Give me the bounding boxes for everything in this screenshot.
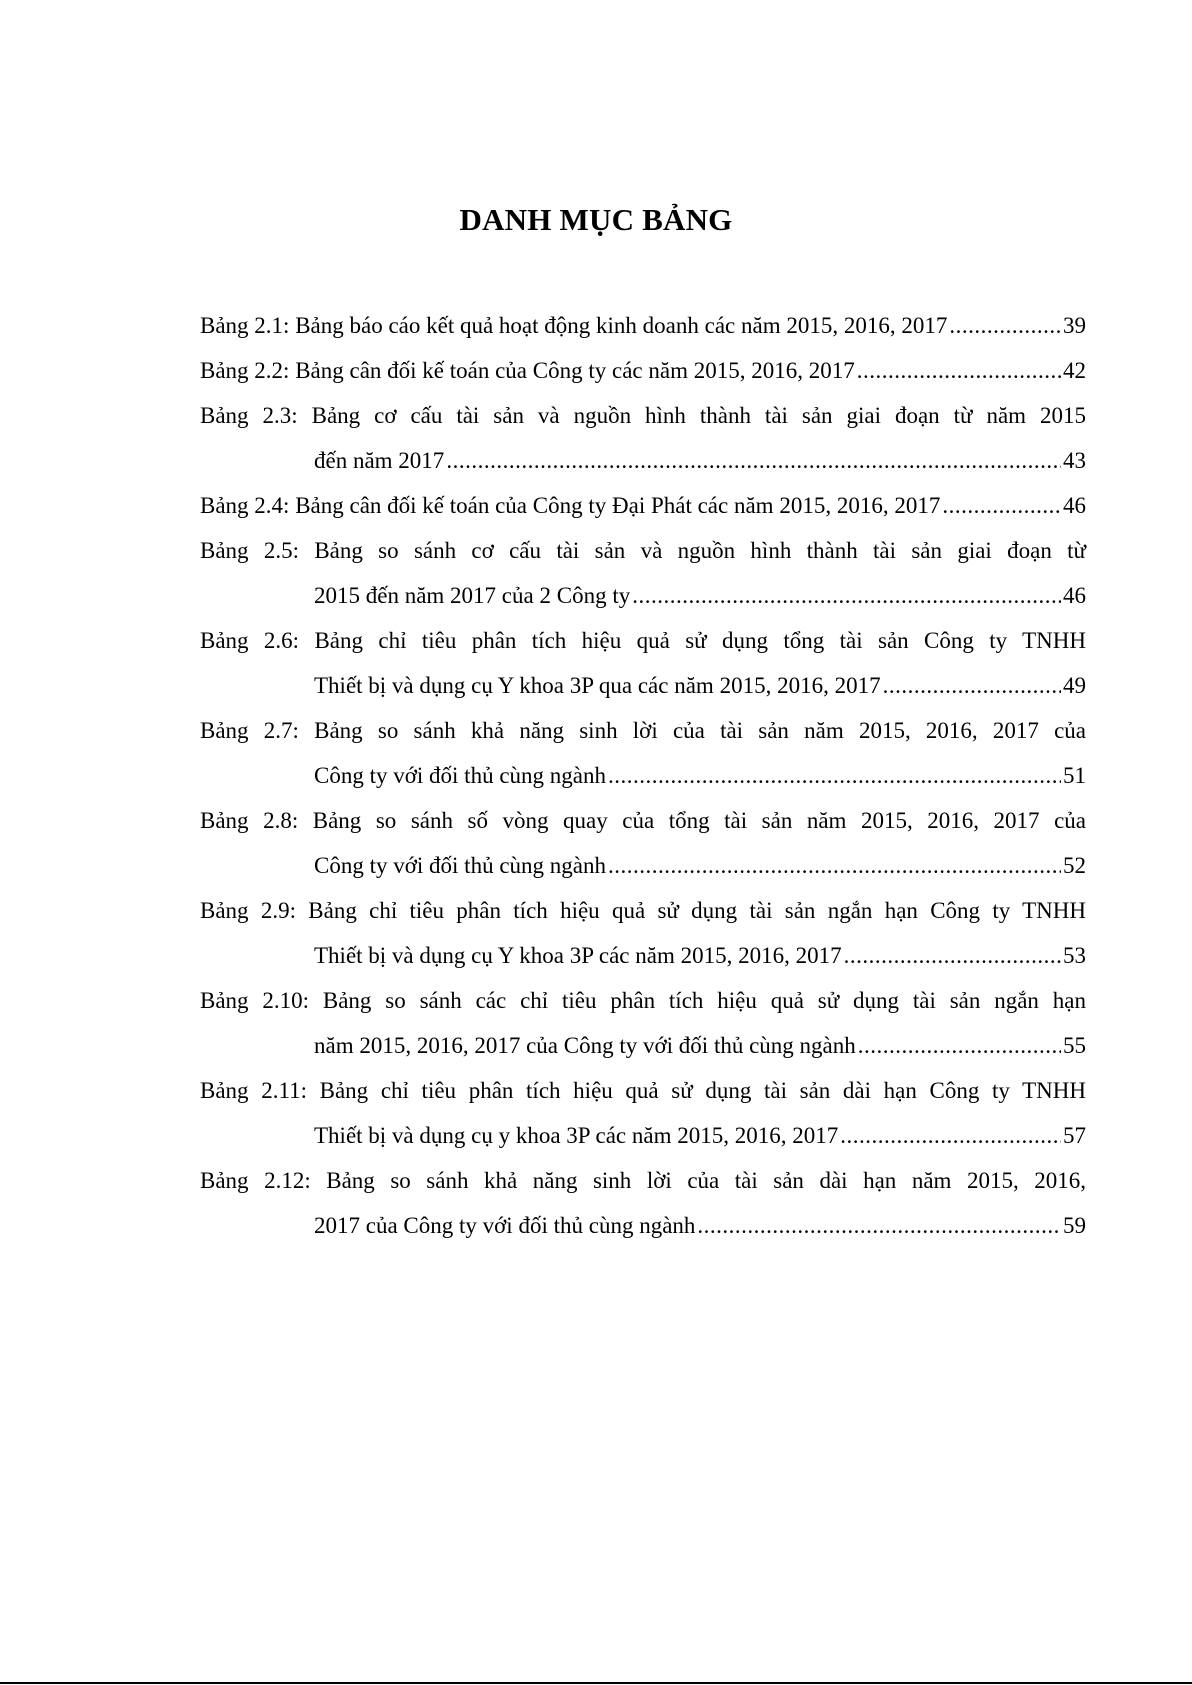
toc-entry-text: Thiết bị và dụng cụ y khoa 3P các năm 2015, 2016, 2017: [314, 1123, 839, 1148]
toc-entry-text: Công ty với đối thủ cùng ngành: [314, 763, 606, 788]
toc-entry-last-line: [200, 303, 1086, 348]
toc-entry[interactable]: [200, 798, 1086, 888]
dot-leader: [942, 483, 1061, 528]
toc-entry-last-line: [200, 573, 1086, 618]
dot-leader: [632, 573, 1061, 618]
toc-entry-text: Công ty với đối thủ cùng ngành: [314, 853, 606, 878]
toc-page-number: 46: [1063, 583, 1086, 608]
toc-entry-text: Bảng 2.2: Bảng cân đối kế toán của Công ty các năm 2015, 2016, 2017: [200, 358, 855, 383]
toc-page-number: 46: [1063, 493, 1086, 518]
toc-page-number: 42: [1063, 358, 1086, 383]
dot-leader: [857, 348, 1061, 393]
dot-leader: [608, 843, 1061, 888]
page-title: DANH MỤC BẢNG: [459, 202, 733, 237]
toc-entry-last-line: [200, 1113, 1086, 1158]
toc-page-number: 52: [1063, 853, 1086, 878]
toc-entry-text: Bảng 2.6: Bảng chỉ tiêu phân tích hiệu quả sử dụng tổng tài sản Công ty TNHH: [200, 628, 1086, 653]
dot-leader: [844, 933, 1061, 978]
toc-page-number: 43: [1063, 448, 1086, 473]
toc-entry[interactable]: [200, 483, 1086, 528]
toc-entry-text: Bảng 2.12: Bảng so sánh khả năng sinh lời của tài sản dài hạn năm 2015, 2016,: [200, 1168, 1086, 1193]
toc-entry-text: Thiết bị và dụng cụ Y khoa 3P các năm 2015, 2016, 2017: [314, 943, 842, 968]
toc-entry-last-line: [200, 438, 1086, 483]
toc-entry-text: Bảng 2.11: Bảng chỉ tiêu phân tích hiệu quả sử dụng tài sản dài hạn Công ty TNHH: [200, 1078, 1086, 1103]
toc-entry[interactable]: [200, 1068, 1086, 1158]
dot-leader: [840, 1113, 1061, 1158]
toc-entry[interactable]: [200, 303, 1086, 348]
toc-entry-text: Bảng 2.5: Bảng so sánh cơ cấu tài sản và nguồn hình thành tài sản giai đoạn từ: [200, 538, 1086, 563]
toc-entry[interactable]: [200, 708, 1086, 798]
table-list: [200, 303, 1086, 1248]
toc-entry-text: Bảng 2.3: Bảng cơ cấu tài sản và nguồn hình thành tài sản giai đoạn từ năm 2015: [200, 403, 1086, 428]
toc-entry-text: Bảng 2.7: Bảng so sánh khả năng sinh lời của tài sản năm 2015, 2016, 2017 của: [200, 718, 1086, 743]
dot-leader: [608, 753, 1061, 798]
dot-leader: [446, 438, 1061, 483]
toc-entry-text: Bảng 2.10: Bảng so sánh các chỉ tiêu phân tích hiệu quả sử dụng tài sản ngắn hạn: [200, 988, 1086, 1013]
toc-page-number: 55: [1063, 1033, 1086, 1058]
dot-leader: [949, 303, 1061, 348]
toc-entry[interactable]: [200, 1158, 1086, 1248]
toc-entry-text: năm 2015, 2016, 2017 của Công ty với đối thủ cùng ngành: [314, 1033, 856, 1058]
toc-entry-last-line: [200, 1023, 1086, 1068]
toc-entry[interactable]: [200, 348, 1086, 393]
toc-entry-last-line: [200, 483, 1086, 528]
toc-entry[interactable]: [200, 528, 1086, 618]
toc-entry-text: Bảng 2.4: Bảng cân đối kế toán của Công ty Đại Phát các năm 2015, 2016, 2017: [200, 493, 941, 518]
toc-page-number: 57: [1063, 1123, 1086, 1148]
toc-entry[interactable]: [200, 393, 1086, 483]
toc-entry-text: Bảng 2.8: Bảng so sánh số vòng quay của tổng tài sản năm 2015, 2016, 2017 của: [200, 808, 1086, 833]
toc-entry[interactable]: [200, 888, 1086, 978]
toc-entry-text: Bảng 2.9: Bảng chỉ tiêu phân tích hiệu quả sử dụng tài sản ngắn hạn Công ty TNHH: [200, 898, 1086, 923]
toc-page-number: 49: [1063, 673, 1086, 698]
dot-leader: [883, 663, 1061, 708]
toc-entry-last-line: [200, 1203, 1086, 1248]
toc-entry-text: Thiết bị và dụng cụ Y khoa 3P qua các năm 2015, 2016, 2017: [314, 673, 881, 698]
toc-entry[interactable]: [200, 978, 1086, 1068]
page-bottom-border: [0, 1682, 1192, 1684]
toc-entry-last-line: [200, 663, 1086, 708]
toc-entry-text: Bảng 2.1: Bảng báo cáo kết quả hoạt động kinh doanh các năm 2015, 2016, 2017: [200, 313, 948, 338]
toc-entry-text: 2015 đến năm 2017 của 2 Công ty: [314, 583, 631, 608]
dot-leader: [858, 1023, 1061, 1068]
toc-entry-text: 2017 của Công ty với đối thủ cùng ngành: [314, 1213, 696, 1238]
dot-leader: [697, 1203, 1061, 1248]
toc-entry-last-line: [200, 843, 1086, 888]
toc-entry[interactable]: [200, 618, 1086, 708]
toc-entry-last-line: [200, 933, 1086, 978]
toc-page-number: 53: [1063, 943, 1086, 968]
toc-entry-last-line: [200, 348, 1086, 393]
toc-page-number: 39: [1063, 313, 1086, 338]
toc-page-number: 59: [1063, 1213, 1086, 1238]
toc-entry-last-line: [200, 753, 1086, 798]
toc-entry-text: đến năm 2017: [314, 448, 445, 473]
toc-page-number: 51: [1063, 763, 1086, 788]
